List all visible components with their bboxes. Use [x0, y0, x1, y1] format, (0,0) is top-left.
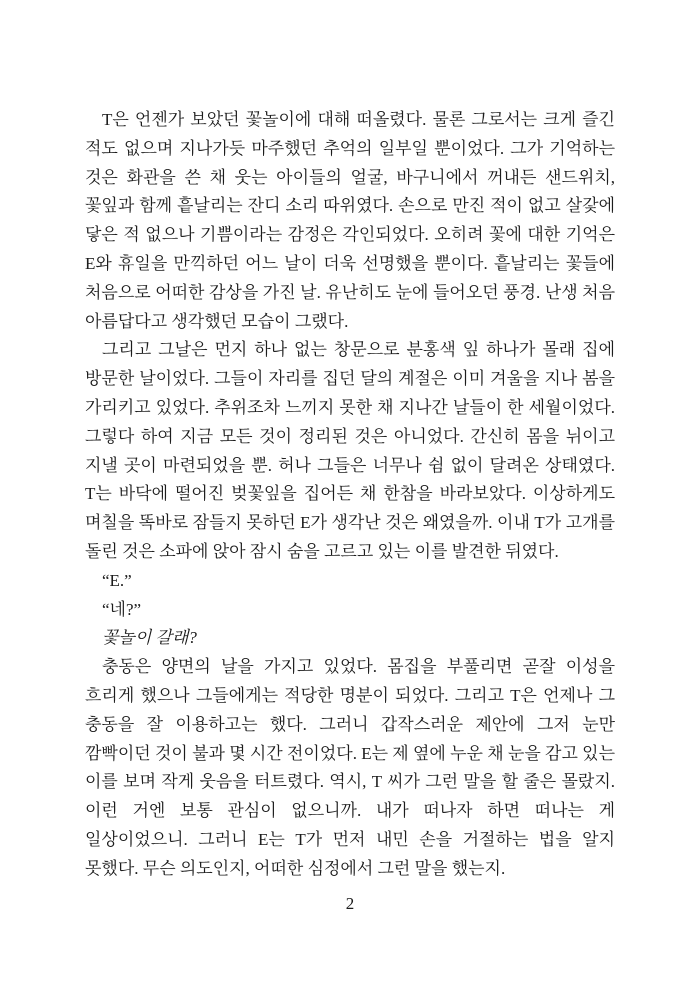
- dialogue-line-2: “네?”: [102, 599, 142, 619]
- dialogue-line-1: “E.”: [102, 570, 132, 590]
- dialogue-line-3-italic: 꽃놀이 갈래?: [102, 628, 197, 648]
- paragraph-3: 충동은 양면의 날을 가지고 있었다. 몸집을 부풀리면 곧잘 이성을 흐리게 했으나 그들에게는 적당한 명분이 되었다. 그리고 T은 언제나 그 충동을 잘 이용하고는 했다. 그러니 갑작스러운 제안에 그저 눈만 깜빡이던 것이 불과 몇 시간 전이었다. E는 제 옆에 누운 채 눈을 감고 있는 이를 보며 작게 웃음을 터트렸다. 역시, T 씨가 그런 말을 할 줄은 몰랐지. 이런 거엔 보통 관심이 없으니까. 내가 떠나자 하면 떠나는 게 일상이었으니. 그러니 E는 T가 먼저 내민 손을 거절하는 법을 알지 못했다. 무슨 의도인지, 어떠한 심정에서 그런 말을 했는지.: [85, 657, 615, 878]
- text-block: [85, 106, 615, 884]
- paragraph-2: 그리고 그날은 먼지 하나 없는 창문으로 분홍색 잎 하나가 몰래 집에 방문한 날이었다. 그들이 자리를 집던 달의 계절은 이미 겨울을 지나 봄을 가리키고 있었다. 추위조차 느끼지 못한 채 지나간 날들이 한 세월이었다. 그렇다 하여 지금 모든 것이 정리된 것은 아니었다. 간신히 몸을 뉘이고 지낼 곳이 마련되었을 뿐. 허나 그들은 너무나 쉼 없이 달려온 상태였다. T는 바닥에 떨어진 벚꽃잎을 집어든 채 한참을 바라보았다. 이상하게도 며칠을 똑바로 잠들지 못하던 E가 생각난 것은 왜였을까. 이내 T가 고개를 돌린 것은 소파에 앉아 잠시 숨을 고르고 있는 이를 발견한 뒤였다.: [85, 340, 615, 561]
- paragraph-1: T은 언젠가 보았던 꽃놀이에 대해 떠올렸다. 물론 그로서는 크게 즐긴 적도 없으며 지나가듯 마주했던 추억의 일부일 뿐이었다. 그가 기억하는 것은 화관을 쓴 채 웃는 아이들의 얼굴, 바구니에서 꺼내든 샌드위치, 꽃잎과 함께 흩날리는 잔디 소리 따위였다. 손으로 만진 적이 없고 살갗에 닿은 적 없으나 기쁨이라는 감정은 각인되었다. 오히려 꽃에 대한 기억은 E와 휴일을 만끽하던 어느 날이 더욱 선명했을 뿐이다. 흩날리는 꽃들에 처음으로 어떠한 감상을 가진 날. 유난히도 눈에 들어오던 풍경. 난생 처음 아름답다고 생각했던 모습이 그랬다.: [85, 110, 615, 331]
- page-number: 2: [345, 894, 355, 913]
